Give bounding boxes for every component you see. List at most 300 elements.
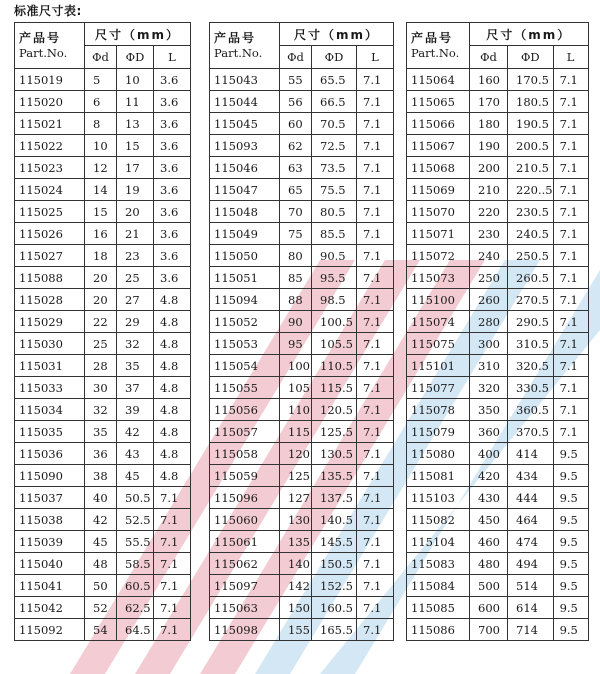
inner-diameter-cell: 56	[280, 91, 312, 113]
part-no-cell: 115038	[15, 509, 85, 531]
length-cell: 7.1	[357, 311, 394, 333]
length-header: L	[357, 46, 394, 69]
inner-diameter-cell: 63	[280, 157, 312, 179]
part-no-cell: 115021	[15, 113, 85, 135]
outer-diameter-cell: 170.5	[508, 69, 554, 91]
part-no-cell: 115069	[407, 179, 470, 201]
part-no-cell: 115073	[407, 267, 470, 289]
outer-diameter-cell: 714	[508, 619, 554, 641]
table-row	[407, 421, 589, 443]
outer-diameter-cell: 80.5	[312, 201, 357, 223]
part-no-cell: 115067	[407, 135, 470, 157]
inner-diameter-cell: 100	[280, 355, 312, 377]
table-row	[15, 91, 191, 113]
outer-diameter-cell: 140.5	[312, 509, 357, 531]
inner-diameter-cell: 28	[85, 355, 117, 377]
part-no-cell: 115030	[15, 333, 85, 355]
outer-diameter-cell: 37	[117, 377, 154, 399]
table-row	[210, 377, 394, 399]
inner-diameter-cell: 480	[470, 553, 508, 575]
table-row	[210, 355, 394, 377]
outer-diameter-cell: 13	[117, 113, 154, 135]
length-cell: 9.5	[553, 575, 588, 597]
outer-diameter-cell: 27	[117, 289, 154, 311]
table-row	[210, 509, 394, 531]
inner-diameter-cell: 42	[85, 509, 117, 531]
part-no-cell: 115042	[15, 597, 85, 619]
outer-diameter-cell: 17	[117, 157, 154, 179]
length-cell: 7.1	[553, 377, 588, 399]
outer-diameter-cell: 200.5	[508, 135, 554, 157]
outer-diameter-cell: 474	[508, 531, 554, 553]
outer-diameter-cell: 290.5	[508, 311, 554, 333]
inner-diameter-header: Φd	[280, 46, 312, 69]
inner-diameter-header: Φd	[470, 46, 508, 69]
page-title: 标准尺寸表:	[14, 4, 82, 18]
part-no-cell: 115080	[407, 443, 470, 465]
part-no-cell: 115022	[15, 135, 85, 157]
inner-diameter-cell: 5	[85, 69, 117, 91]
inner-diameter-cell: 260	[470, 289, 508, 311]
outer-diameter-cell: 330.5	[508, 377, 554, 399]
table-row	[15, 135, 191, 157]
inner-diameter-cell: 350	[470, 399, 508, 421]
outer-diameter-cell: 15	[117, 135, 154, 157]
outer-diameter-cell: 434	[508, 465, 554, 487]
outer-diameter-cell: 165.5	[312, 619, 357, 641]
part-no-cell: 115045	[210, 113, 280, 135]
length-cell: 7.1	[553, 399, 588, 421]
table-row	[15, 443, 191, 465]
part-no-cell: 115058	[210, 443, 280, 465]
inner-diameter-cell: 600	[470, 597, 508, 619]
part-no-cell: 115083	[407, 553, 470, 575]
length-cell: 7.1	[553, 201, 588, 223]
length-cell: 7.1	[357, 531, 394, 553]
part-no-cell: 115081	[407, 465, 470, 487]
length-cell: 9.5	[553, 597, 588, 619]
inner-diameter-cell: 120	[280, 443, 312, 465]
part-no-header	[210, 23, 280, 69]
outer-diameter-cell: 19	[117, 179, 154, 201]
outer-diameter-cell: 43	[117, 443, 154, 465]
part-no-cell: 115029	[15, 311, 85, 333]
part-no-cell: 115062	[210, 553, 280, 575]
inner-diameter-cell: 300	[470, 333, 508, 355]
table-row	[407, 333, 589, 355]
length-cell: 9.5	[553, 487, 588, 509]
part-no-cell: 115040	[15, 553, 85, 575]
table-row	[407, 201, 589, 223]
part-no-cell: 115068	[407, 157, 470, 179]
part-no-cell: 115063	[210, 597, 280, 619]
outer-diameter-cell: 110.5	[312, 355, 357, 377]
inner-diameter-cell: 35	[85, 421, 117, 443]
inner-diameter-cell: 22	[85, 311, 117, 333]
inner-diameter-cell: 20	[85, 289, 117, 311]
length-cell: 7.1	[357, 179, 394, 201]
table-row	[407, 443, 589, 465]
outer-diameter-header: ΦD	[117, 46, 154, 69]
table-row	[210, 399, 394, 421]
length-cell: 7.1	[357, 553, 394, 575]
inner-diameter-cell: 110	[280, 399, 312, 421]
table-row	[407, 487, 589, 509]
inner-diameter-cell: 80	[280, 245, 312, 267]
inner-diameter-cell: 18	[85, 245, 117, 267]
table-row	[407, 223, 589, 245]
inner-diameter-cell: 105	[280, 377, 312, 399]
part-no-cell: 115060	[210, 509, 280, 531]
part-no-cell: 115044	[210, 91, 280, 113]
outer-diameter-cell: 55.5	[117, 531, 154, 553]
inner-diameter-cell: 70	[280, 201, 312, 223]
outer-diameter-cell: 29	[117, 311, 154, 333]
length-cell: 7.1	[357, 443, 394, 465]
table-row	[15, 487, 191, 509]
part-no-cell: 115031	[15, 355, 85, 377]
part-no-cell: 115090	[15, 465, 85, 487]
inner-diameter-cell: 135	[280, 531, 312, 553]
size-header: 尺寸（mm）	[470, 23, 589, 46]
length-cell: 7.1	[357, 135, 394, 157]
outer-diameter-cell: 20	[117, 201, 154, 223]
length-cell: 3.6	[154, 245, 191, 267]
inner-diameter-cell: 150	[280, 597, 312, 619]
inner-diameter-cell: 8	[85, 113, 117, 135]
table-row	[407, 531, 589, 553]
length-cell: 7.1	[357, 465, 394, 487]
length-cell: 7.1	[553, 311, 588, 333]
size-table-3	[406, 22, 589, 641]
outer-diameter-cell: 310.5	[508, 333, 554, 355]
outer-diameter-cell: 250.5	[508, 245, 554, 267]
outer-diameter-cell: 230.5	[508, 201, 554, 223]
inner-diameter-cell: 54	[85, 619, 117, 641]
outer-diameter-cell: 52.5	[117, 509, 154, 531]
part-no-cell: 115037	[15, 487, 85, 509]
size-table-2	[209, 22, 394, 641]
inner-diameter-cell: 38	[85, 465, 117, 487]
outer-diameter-cell: 240.5	[508, 223, 554, 245]
outer-diameter-cell: 66.5	[312, 91, 357, 113]
length-cell: 7.1	[357, 69, 394, 91]
part-no-cell: 115077	[407, 377, 470, 399]
part-no-cell: 115082	[407, 509, 470, 531]
table-row	[210, 157, 394, 179]
part-no-cell: 115025	[15, 201, 85, 223]
outer-diameter-cell: 21	[117, 223, 154, 245]
part-no-cell: 115034	[15, 399, 85, 421]
inner-diameter-cell: 220	[470, 201, 508, 223]
table-row	[15, 157, 191, 179]
outer-diameter-cell: 90.5	[312, 245, 357, 267]
outer-diameter-cell: 464	[508, 509, 554, 531]
inner-diameter-cell: 230	[470, 223, 508, 245]
length-cell: 4.8	[154, 465, 191, 487]
outer-diameter-cell: 145.5	[312, 531, 357, 553]
inner-diameter-cell: 170	[470, 91, 508, 113]
inner-diameter-cell: 420	[470, 465, 508, 487]
length-cell: 3.6	[154, 267, 191, 289]
inner-diameter-cell: 320	[470, 377, 508, 399]
part-no-cell: 115094	[210, 289, 280, 311]
length-cell: 7.1	[357, 355, 394, 377]
part-no-cell: 115097	[210, 575, 280, 597]
outer-diameter-cell: 70.5	[312, 113, 357, 135]
part-no-header-cn: 产品号	[19, 30, 62, 45]
part-no-header-cn: 产品号	[214, 30, 257, 45]
table-row	[15, 245, 191, 267]
length-cell: 7.1	[553, 333, 588, 355]
outer-diameter-cell: 210.5	[508, 157, 554, 179]
outer-diameter-cell: 62.5	[117, 597, 154, 619]
length-cell: 7.1	[154, 619, 191, 641]
part-no-cell: 115071	[407, 223, 470, 245]
table-row	[210, 91, 394, 113]
length-cell: 7.1	[357, 201, 394, 223]
length-cell: 4.8	[154, 333, 191, 355]
inner-diameter-cell: 55	[280, 69, 312, 91]
outer-diameter-header: ΦD	[312, 46, 357, 69]
table-row	[210, 575, 394, 597]
inner-diameter-cell: 50	[85, 575, 117, 597]
table-row	[15, 509, 191, 531]
table-row	[15, 289, 191, 311]
table-row	[15, 399, 191, 421]
inner-diameter-cell: 45	[85, 531, 117, 553]
part-no-header-en: Part.No.	[411, 45, 460, 60]
part-no-cell: 115020	[15, 91, 85, 113]
part-no-cell: 115078	[407, 399, 470, 421]
inner-diameter-cell: 140	[280, 553, 312, 575]
length-cell: 7.1	[357, 575, 394, 597]
length-cell: 7.1	[357, 289, 394, 311]
length-cell: 3.6	[154, 69, 191, 91]
part-no-cell: 115096	[210, 487, 280, 509]
table-row	[15, 575, 191, 597]
length-cell: 7.1	[154, 509, 191, 531]
table-row	[210, 311, 394, 333]
table-row	[407, 465, 589, 487]
part-no-cell: 115055	[210, 377, 280, 399]
inner-diameter-cell: 36	[85, 443, 117, 465]
inner-diameter-cell: 32	[85, 399, 117, 421]
outer-diameter-cell: 23	[117, 245, 154, 267]
outer-diameter-cell: 494	[508, 553, 554, 575]
part-no-cell: 115100	[407, 289, 470, 311]
inner-diameter-cell: 20	[85, 267, 117, 289]
length-cell: 7.1	[357, 223, 394, 245]
part-no-cell: 115074	[407, 311, 470, 333]
table-row	[407, 619, 589, 641]
outer-diameter-cell: 190.5	[508, 113, 554, 135]
outer-diameter-cell: 10	[117, 69, 154, 91]
outer-diameter-cell: 100.5	[312, 311, 357, 333]
inner-diameter-cell: 360	[470, 421, 508, 443]
table-row	[15, 465, 191, 487]
table-row	[210, 487, 394, 509]
inner-diameter-cell: 500	[470, 575, 508, 597]
outer-diameter-cell: 75.5	[312, 179, 357, 201]
outer-diameter-cell: 320.5	[508, 355, 554, 377]
table-row	[210, 135, 394, 157]
part-no-cell: 115033	[15, 377, 85, 399]
table-row	[210, 223, 394, 245]
length-cell: 7.1	[553, 421, 588, 443]
length-cell: 7.1	[154, 597, 191, 619]
inner-diameter-cell: 90	[280, 311, 312, 333]
outer-diameter-cell: 444	[508, 487, 554, 509]
part-no-cell: 115048	[210, 201, 280, 223]
table-row	[15, 421, 191, 443]
length-cell: 7.1	[154, 531, 191, 553]
outer-diameter-cell: 58.5	[117, 553, 154, 575]
length-cell: 7.1	[357, 113, 394, 135]
inner-diameter-cell: 160	[470, 69, 508, 91]
inner-diameter-cell: 142	[280, 575, 312, 597]
table-row	[210, 69, 394, 91]
table-row	[407, 509, 589, 531]
table-row	[407, 289, 589, 311]
table-row	[407, 311, 589, 333]
part-no-cell: 115056	[210, 399, 280, 421]
table-row	[407, 91, 589, 113]
outer-diameter-cell: 25	[117, 267, 154, 289]
part-no-header	[407, 23, 470, 69]
part-no-cell: 115046	[210, 157, 280, 179]
inner-diameter-cell: 30	[85, 377, 117, 399]
length-cell: 9.5	[553, 531, 588, 553]
table-row	[407, 267, 589, 289]
part-no-cell: 115047	[210, 179, 280, 201]
table-row	[407, 377, 589, 399]
inner-diameter-cell: 450	[470, 509, 508, 531]
inner-diameter-cell: 460	[470, 531, 508, 553]
table-row	[210, 201, 394, 223]
part-no-cell: 115041	[15, 575, 85, 597]
outer-diameter-cell: 85.5	[312, 223, 357, 245]
length-cell: 9.5	[553, 553, 588, 575]
length-cell: 7.1	[357, 377, 394, 399]
part-no-cell: 115051	[210, 267, 280, 289]
table-row	[15, 355, 191, 377]
inner-diameter-cell: 52	[85, 597, 117, 619]
outer-diameter-cell: 135.5	[312, 465, 357, 487]
table-row	[15, 223, 191, 245]
outer-diameter-cell: 152.5	[312, 575, 357, 597]
length-cell: 7.1	[154, 575, 191, 597]
part-no-cell: 115054	[210, 355, 280, 377]
outer-diameter-cell: 260.5	[508, 267, 554, 289]
size-header: 尺寸（mm）	[280, 23, 394, 46]
part-no-cell: 115035	[15, 421, 85, 443]
inner-diameter-cell: 200	[470, 157, 508, 179]
part-no-cell: 115052	[210, 311, 280, 333]
inner-diameter-cell: 6	[85, 91, 117, 113]
length-cell: 7.1	[357, 421, 394, 443]
outer-diameter-cell: 160.5	[312, 597, 357, 619]
table-row	[407, 157, 589, 179]
inner-diameter-cell: 115	[280, 421, 312, 443]
length-cell: 7.1	[553, 135, 588, 157]
table-row	[15, 531, 191, 553]
inner-diameter-cell: 240	[470, 245, 508, 267]
length-cell: 4.8	[154, 311, 191, 333]
part-no-cell: 115104	[407, 531, 470, 553]
length-cell: 7.1	[357, 619, 394, 641]
inner-diameter-cell: 125	[280, 465, 312, 487]
table-row	[407, 245, 589, 267]
inner-diameter-cell: 127	[280, 487, 312, 509]
table-row	[407, 135, 589, 157]
length-cell: 7.1	[357, 157, 394, 179]
outer-diameter-cell: 360.5	[508, 399, 554, 421]
part-no-cell: 115084	[407, 575, 470, 597]
outer-diameter-cell: 42	[117, 421, 154, 443]
length-cell: 7.1	[357, 245, 394, 267]
outer-diameter-cell: 64.5	[117, 619, 154, 641]
outer-diameter-cell: 11	[117, 91, 154, 113]
part-no-cell: 115086	[407, 619, 470, 641]
length-cell: 3.6	[154, 157, 191, 179]
part-no-cell: 115024	[15, 179, 85, 201]
part-no-header-en: Part.No.	[214, 45, 263, 60]
length-cell: 3.6	[154, 223, 191, 245]
outer-diameter-cell: 60.5	[117, 575, 154, 597]
length-cell: 7.1	[357, 399, 394, 421]
inner-diameter-cell: 16	[85, 223, 117, 245]
length-cell: 7.1	[553, 245, 588, 267]
outer-diameter-cell: 270.5	[508, 289, 554, 311]
inner-diameter-cell: 95	[280, 333, 312, 355]
length-cell: 4.8	[154, 289, 191, 311]
length-cell: 4.8	[154, 421, 191, 443]
outer-diameter-cell: 95.5	[312, 267, 357, 289]
inner-diameter-cell: 48	[85, 553, 117, 575]
length-cell: 9.5	[553, 443, 588, 465]
inner-diameter-cell: 210	[470, 179, 508, 201]
inner-diameter-cell: 60	[280, 113, 312, 135]
table-row	[15, 377, 191, 399]
table-row	[210, 267, 394, 289]
part-no-header	[15, 23, 85, 69]
outer-diameter-cell: 72.5	[312, 135, 357, 157]
part-no-cell: 115092	[15, 619, 85, 641]
length-cell: 9.5	[553, 619, 588, 641]
length-cell: 7.1	[553, 289, 588, 311]
part-no-header-en: Part.No.	[19, 45, 68, 60]
length-cell: 3.6	[154, 179, 191, 201]
outer-diameter-cell: 45	[117, 465, 154, 487]
size-table-1	[14, 22, 191, 641]
outer-diameter-cell: 115.5	[312, 377, 357, 399]
table-row	[407, 355, 589, 377]
part-no-cell: 115061	[210, 531, 280, 553]
part-no-cell: 115079	[407, 421, 470, 443]
outer-diameter-cell: 98.5	[312, 289, 357, 311]
outer-diameter-cell: 137.5	[312, 487, 357, 509]
length-cell: 4.8	[154, 377, 191, 399]
table-row	[210, 289, 394, 311]
length-cell: 7.1	[553, 223, 588, 245]
length-cell: 9.5	[553, 509, 588, 531]
table-row	[15, 619, 191, 641]
outer-diameter-cell: 65.5	[312, 69, 357, 91]
length-cell: 7.1	[357, 509, 394, 531]
part-no-cell: 115043	[210, 69, 280, 91]
inner-diameter-cell: 25	[85, 333, 117, 355]
